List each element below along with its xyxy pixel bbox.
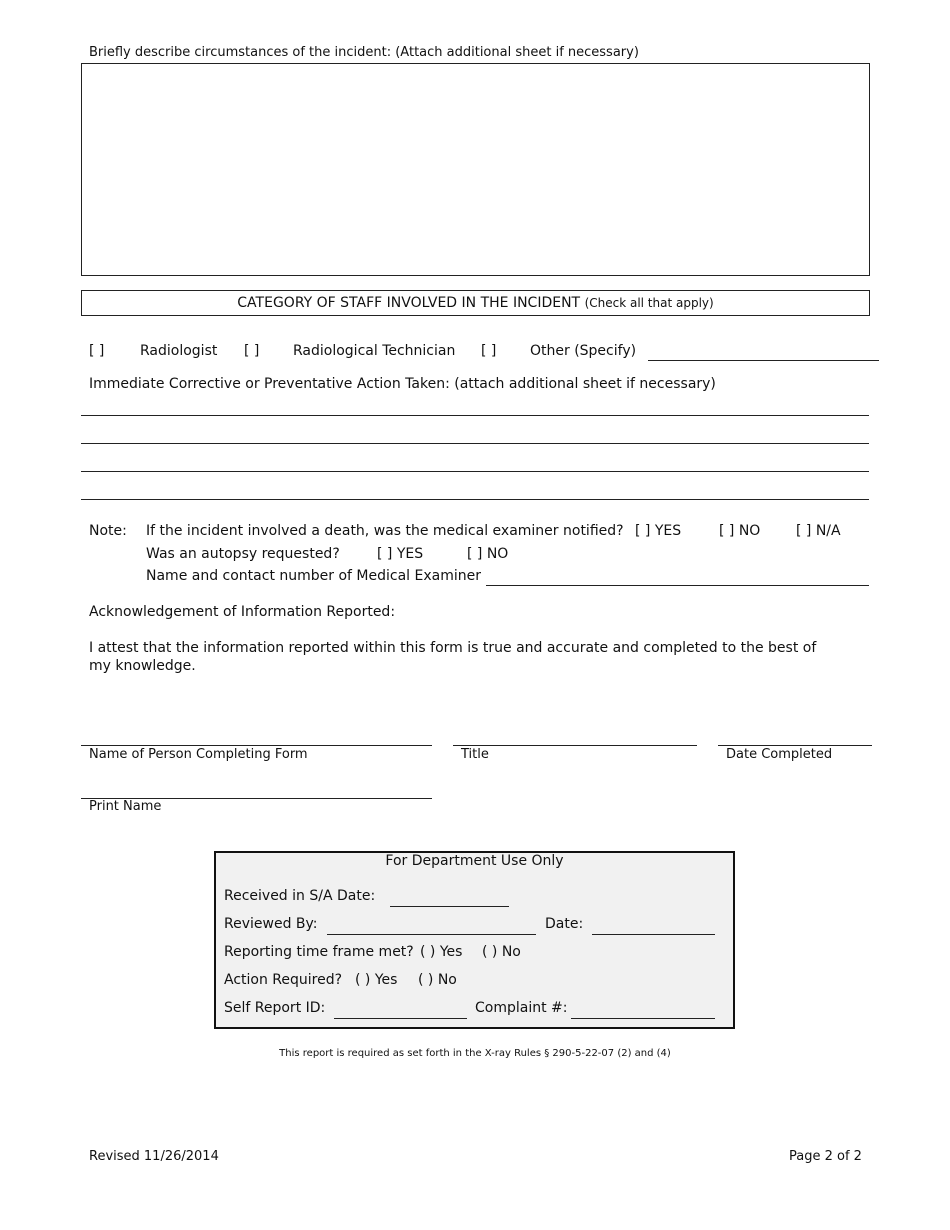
death-na-checkbox[interactable]: [ ] N/A: [796, 523, 841, 539]
action-yes-option[interactable]: ( ) Yes: [355, 972, 398, 988]
revised-date: Revised 11/26/2014: [89, 1149, 219, 1164]
print-name-label: Print Name: [89, 799, 162, 814]
examiner-label: Name and contact number of Medical Examiner: [146, 568, 481, 584]
title-label: Title: [461, 747, 489, 762]
action-required-label: Action Required?: [224, 972, 343, 988]
other-specify-field[interactable]: [648, 360, 879, 361]
autopsy-no-checkbox[interactable]: [ ] NO: [467, 546, 509, 562]
other-checkbox[interactable]: [ ]: [481, 343, 497, 359]
circumstances-textarea[interactable]: [81, 63, 870, 276]
department-use-box: [214, 851, 735, 1029]
acknowledgement-title: Acknowledgement of Information Reported:: [89, 604, 396, 620]
corrective-action-line[interactable]: [81, 499, 869, 500]
corrective-action-line[interactable]: [81, 471, 869, 472]
action-no-option[interactable]: ( ) No: [418, 972, 457, 988]
radiological-technician-label: Radiological Technician: [293, 343, 456, 359]
radiologist-label: Radiologist: [140, 343, 218, 359]
self-report-id-label: Self Report ID:: [224, 1000, 326, 1016]
reviewed-by-label: Reviewed By:: [224, 916, 318, 932]
received-date-label: Received in S/A Date:: [224, 888, 376, 904]
corrective-action-line[interactable]: [81, 443, 869, 444]
staff-category-heading: CATEGORY OF STAFF INVOLVED IN THE INCIDENT: [237, 295, 581, 311]
radiologist-checkbox[interactable]: [ ]: [89, 343, 105, 359]
date-signature-line[interactable]: [718, 745, 872, 746]
circumstances-label: Briefly describe circumstances of the incident: (Attach additional sheet if necessary): [89, 45, 639, 60]
examiner-field[interactable]: [486, 585, 869, 586]
attest-text-line1: I attest that the information reported within this form is true and accurate and completed to the best of: [89, 640, 817, 656]
staff-category-heading-box: [81, 290, 870, 316]
date-completed-label: Date Completed: [726, 747, 833, 762]
autopsy-yes-checkbox[interactable]: [ ] YES: [377, 546, 424, 562]
review-date-field[interactable]: [592, 934, 715, 935]
rules-note: This report is required as set forth in the X-ray Rules § 290-5-22-07 (2) and (4): [279, 1048, 671, 1059]
review-date-label: Date:: [545, 916, 584, 932]
staff-category-heading-note: (Check all that apply): [584, 296, 714, 310]
received-date-field[interactable]: [390, 906, 509, 907]
timeframe-yes-option[interactable]: ( ) Yes: [420, 944, 463, 960]
reviewed-by-field[interactable]: [327, 934, 536, 935]
department-use-title: For Department Use Only: [385, 853, 564, 869]
complaint-number-label: Complaint #:: [475, 1000, 568, 1016]
complaint-number-field[interactable]: [571, 1018, 715, 1019]
death-no-checkbox[interactable]: [ ] NO: [719, 523, 761, 539]
name-signature-line[interactable]: [81, 745, 432, 746]
autopsy-question: Was an autopsy requested?: [146, 546, 340, 562]
name-completing-label: Name of Person Completing Form: [89, 747, 308, 762]
title-signature-line[interactable]: [453, 745, 697, 746]
note-label: Note:: [89, 523, 127, 539]
other-specify-label: Other (Specify): [530, 343, 637, 359]
death-yes-checkbox[interactable]: [ ] YES: [635, 523, 682, 539]
attest-text-line2: my knowledge.: [89, 658, 196, 674]
timeframe-no-option[interactable]: ( ) No: [482, 944, 521, 960]
page-number: Page 2 of 2: [789, 1149, 862, 1164]
corrective-action-line[interactable]: [81, 415, 869, 416]
self-report-id-field[interactable]: [334, 1018, 467, 1019]
timeframe-label: Reporting time frame met?: [224, 944, 414, 960]
corrective-action-label: Immediate Corrective or Preventative Action Taken: (attach additional sheet if necessary): [89, 376, 716, 392]
radiological-technician-checkbox[interactable]: [ ]: [244, 343, 260, 359]
death-question: If the incident involved a death, was the medical examiner notified?: [146, 523, 624, 539]
